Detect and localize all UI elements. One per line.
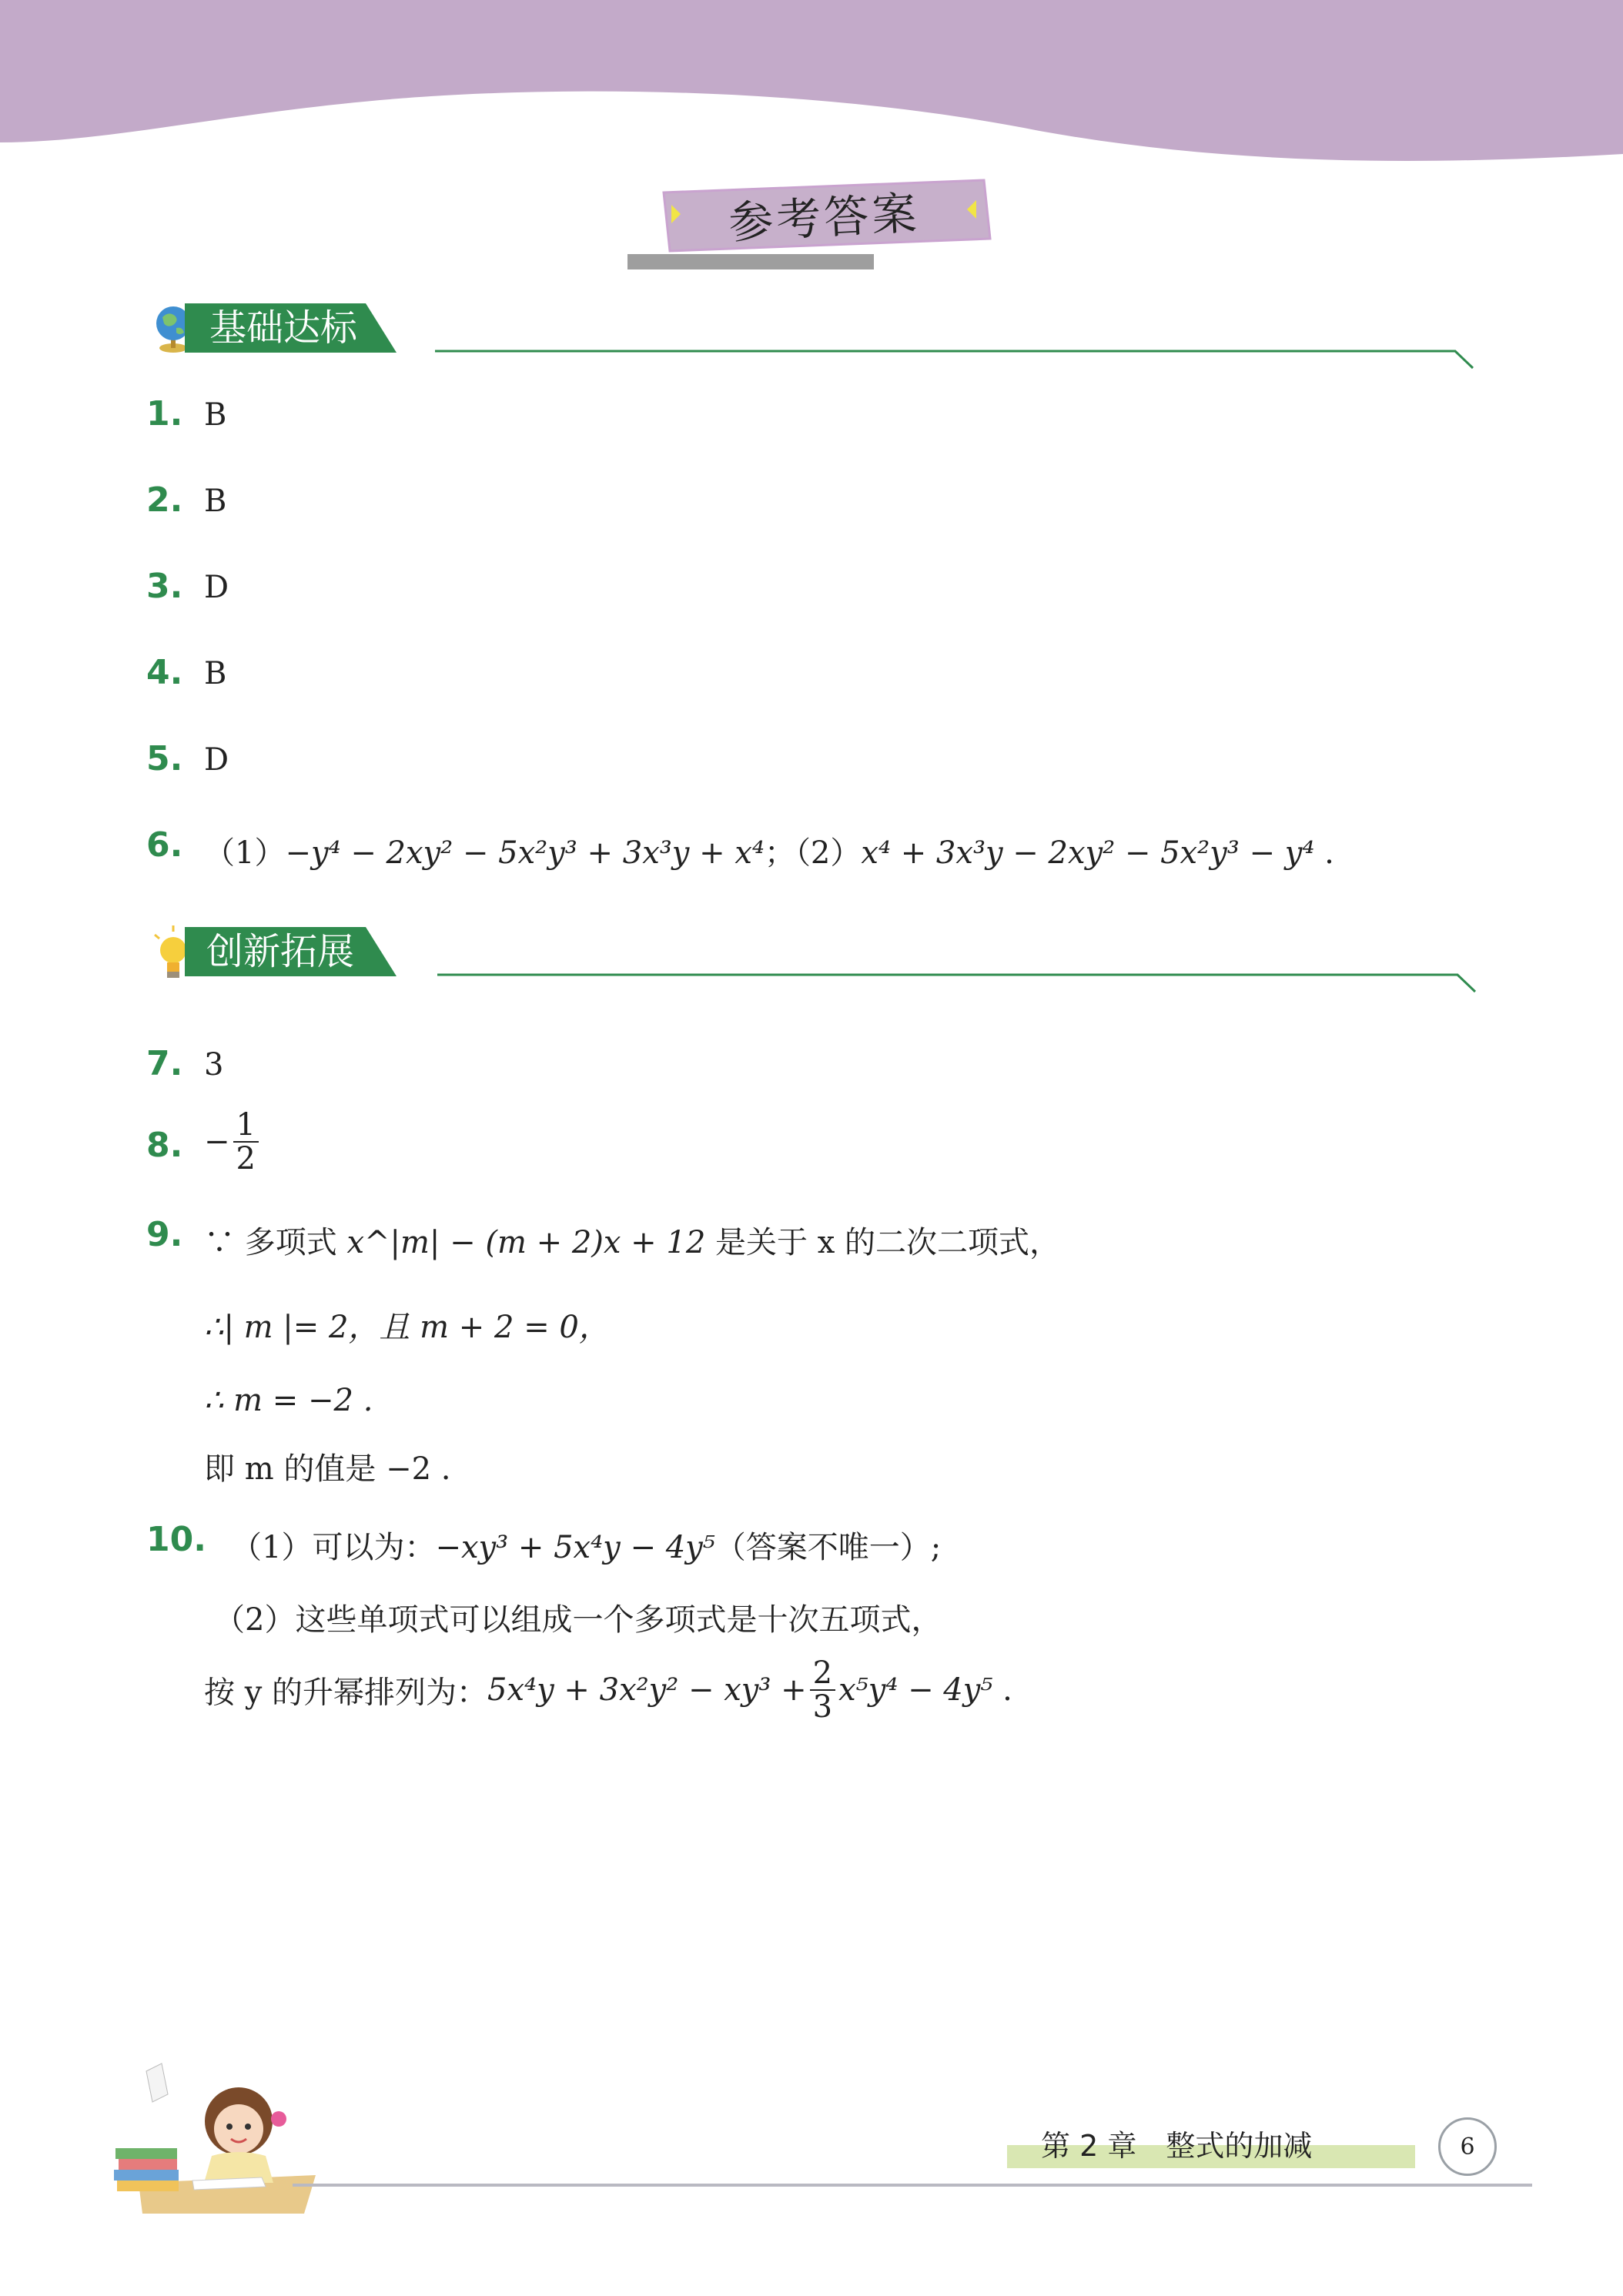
- header-wave: [0, 0, 1623, 177]
- part-label: （2）: [795, 835, 862, 871]
- fraction: [233, 1109, 259, 1175]
- denominator: 2: [236, 1141, 256, 1176]
- answer-line: ∴| m |= 2，且 m + 2 = 0，: [204, 1310, 610, 1345]
- section-underline-extension: [437, 972, 1477, 1002]
- line-text: ∵ 多项式: [204, 1225, 337, 1260]
- period: .: [1002, 1672, 1012, 1708]
- denominator: 3: [812, 1689, 833, 1725]
- answer-line: 即 m 的值是 −2 .: [204, 1451, 451, 1487]
- line-text: 是关于 x 的二次二项式，: [715, 1225, 1060, 1260]
- section-title-basic: 基础达标: [209, 306, 358, 350]
- line-text: （1）可以为：: [231, 1530, 436, 1565]
- section-underline-basic: [435, 348, 1474, 379]
- question-number: 5.: [146, 739, 183, 778]
- math-expression: x⁴ + 3x³y − 2xy² − 5x²y³ − y⁴: [861, 835, 1315, 871]
- numerator: 1: [233, 1109, 259, 1143]
- chapter-label: 第 2 章 整式的加减: [1041, 2129, 1313, 2163]
- question-number: 7.: [146, 1044, 183, 1083]
- part-label: （1）: [204, 835, 286, 871]
- question-number: 4.: [146, 653, 183, 692]
- answer-line: [231, 1523, 941, 1567]
- answer-line: [204, 828, 1334, 872]
- question-number: 1.: [146, 394, 183, 433]
- numerator: 2: [810, 1657, 835, 1691]
- student-illustration: [108, 2048, 323, 2217]
- page-number: 6: [1438, 2117, 1497, 2176]
- answer-line: （2）这些单项式可以组成一个多项式是十次五项式，: [214, 1602, 942, 1638]
- footer-rule: [293, 2184, 1532, 2187]
- answer-text: B: [204, 484, 227, 519]
- answer-text: B: [204, 656, 227, 691]
- question-number: 8.: [146, 1126, 183, 1165]
- math-expression: x⁵y⁴ − 4y⁵: [838, 1672, 993, 1708]
- line-text: 按 y 的升幂排列为：: [204, 1675, 488, 1711]
- answer-line: ∴ m = −2 .: [204, 1383, 373, 1418]
- fraction: [810, 1657, 835, 1723]
- answer-line: [204, 1218, 1060, 1262]
- question-number: 6.: [146, 825, 183, 865]
- separator: ；: [764, 835, 795, 871]
- page-title: 参考答案: [727, 186, 921, 249]
- period: .: [1324, 835, 1334, 871]
- answer-line: [204, 1657, 1012, 1723]
- question-number: 2.: [146, 480, 183, 520]
- answer-text: D: [204, 742, 229, 778]
- answer-text: 3: [204, 1047, 224, 1083]
- line-text: （答案不唯一）;: [714, 1530, 942, 1565]
- question-number: 9.: [146, 1215, 183, 1254]
- answer-text: D: [204, 570, 229, 605]
- minus-sign: −: [204, 1124, 230, 1160]
- math-expression: 5x⁴y + 3x²y² − xy³ +: [487, 1672, 807, 1708]
- question-number: 3.: [146, 567, 183, 606]
- question-number: 10.: [146, 1520, 206, 1559]
- math-expression: −xy³ + 5x⁴y − 4y⁵: [435, 1530, 715, 1565]
- math-expression: −y⁴ − 2xy² − 5x²y³ + 3x³y + x⁴: [285, 835, 765, 871]
- answer-text: B: [204, 397, 227, 433]
- math-expression: x^|m| − (m + 2)x + 12: [346, 1225, 706, 1260]
- answer-fraction: [204, 1109, 262, 1175]
- section-title-extension: 创新拓展: [206, 930, 355, 973]
